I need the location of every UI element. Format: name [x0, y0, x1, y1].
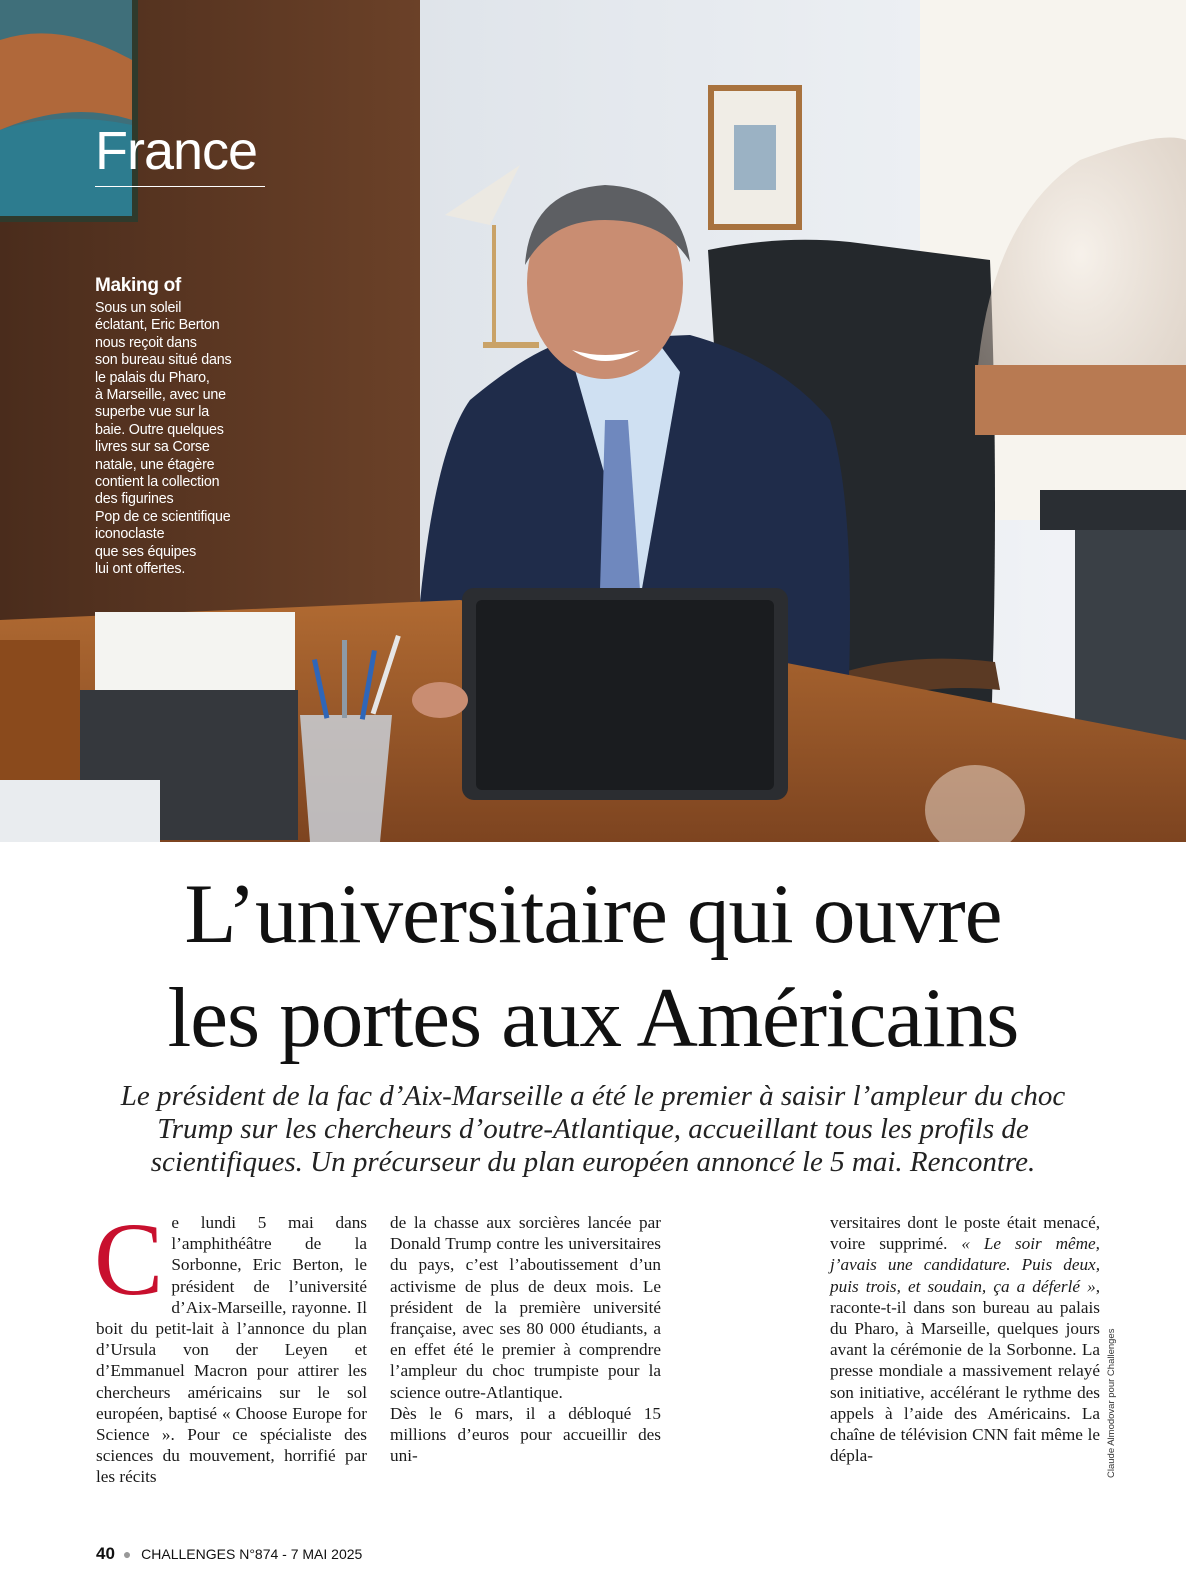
deck: Le président de la fac d’Aix-Marseille a été le premier à saisir l’ampleur du choc Trump sur les chercheurs d’outre-Atlantique, accueillant tous les profils de scientifiques. Un précurseur du plan européen annoncé le 5 mai. Rencontre. [120, 1080, 1066, 1178]
article-column-1 [94, 1202, 367, 1488]
column-3-quote: « Le soir même, j’avais une candidature. Puis deux, puis trois, et soudain, ça a déferlé » [830, 1234, 1100, 1296]
column-1-text: e lundi 5 mai dans l’amphithéâtre de la Sorbonne, Eric Berton, le président de l’université d’Aix-Marseille, rayonne. Il boit du petit-lait à l’annonce du plan d’Ursula von der Leyen et d’Emmanuel Macron pour attirer les chercheurs américains sur le sol européen, baptisé « Choose Europe for Science ». Pour ce spécialiste des sciences du mouvement, horrifié par les récits [96, 1213, 367, 1487]
photo-credit: Claude Almodovar pour Challenges [1106, 1328, 1117, 1478]
article-column-3 [830, 1212, 1100, 1466]
page-footer [96, 1544, 362, 1564]
section-divider [95, 186, 265, 187]
headline [0, 862, 1186, 1070]
making-of-caption [95, 275, 255, 579]
article-column-2 [390, 1212, 661, 1466]
column-3-text-b: , raconte-t-il dans son bureau au palais du Pharo, à Marseille, quelques jours avant la cérémonie de la Sorbonne. La presse mondiale a massivement relayé son initiative, accélérant le rythme des appels à l’aide des Américains. La chaîne de télévision CNN fait même le dépla- [830, 1276, 1100, 1466]
headline-line-2: les portes aux Américains [167, 971, 1019, 1065]
page-number: 40 [96, 1544, 115, 1563]
drop-cap: C [94, 1202, 164, 1317]
bullet-icon: ● [122, 1546, 132, 1562]
column-2-paragraph-1: de la chasse aux sorcières lancée par Donald Trump contre les universitaires du pays, c’est l’aboutissement d’un activisme de plus de deux mois. Le président de la première université française, avec ses 80 000 étudiants, a en effet été le premier à comprendre l’ampleur du choc trumpiste pour la science outre-Atlantique. [390, 1213, 661, 1402]
section-label: France [95, 121, 258, 181]
column-2-paragraph-2: Dès le 6 mars, il a débloqué 15 millions d’euros pour accueillir des uni- [390, 1403, 661, 1466]
column-3-text-a: versitaires dont le poste était menacé, voire supprimé. [830, 1213, 1100, 1254]
publication-info: CHALLENGES N°874 - 7 MAI 2025 [141, 1546, 363, 1562]
making-of-body: Sous un soleil éclatant, Eric Berton nous reçoit dans son bureau situé dans le palais du Pharo, à Marseille, avec une superbe vue sur la baie. Outre quelques livres sur sa Corse natale, une étagère contient la collection des figurines Pop de ce scientifique iconoclaste que ses équipes lui ont offertes. [95, 300, 232, 578]
headline-line-1: L’universitaire qui ouvre [184, 867, 1002, 961]
making-of-title: Making of [95, 275, 181, 296]
